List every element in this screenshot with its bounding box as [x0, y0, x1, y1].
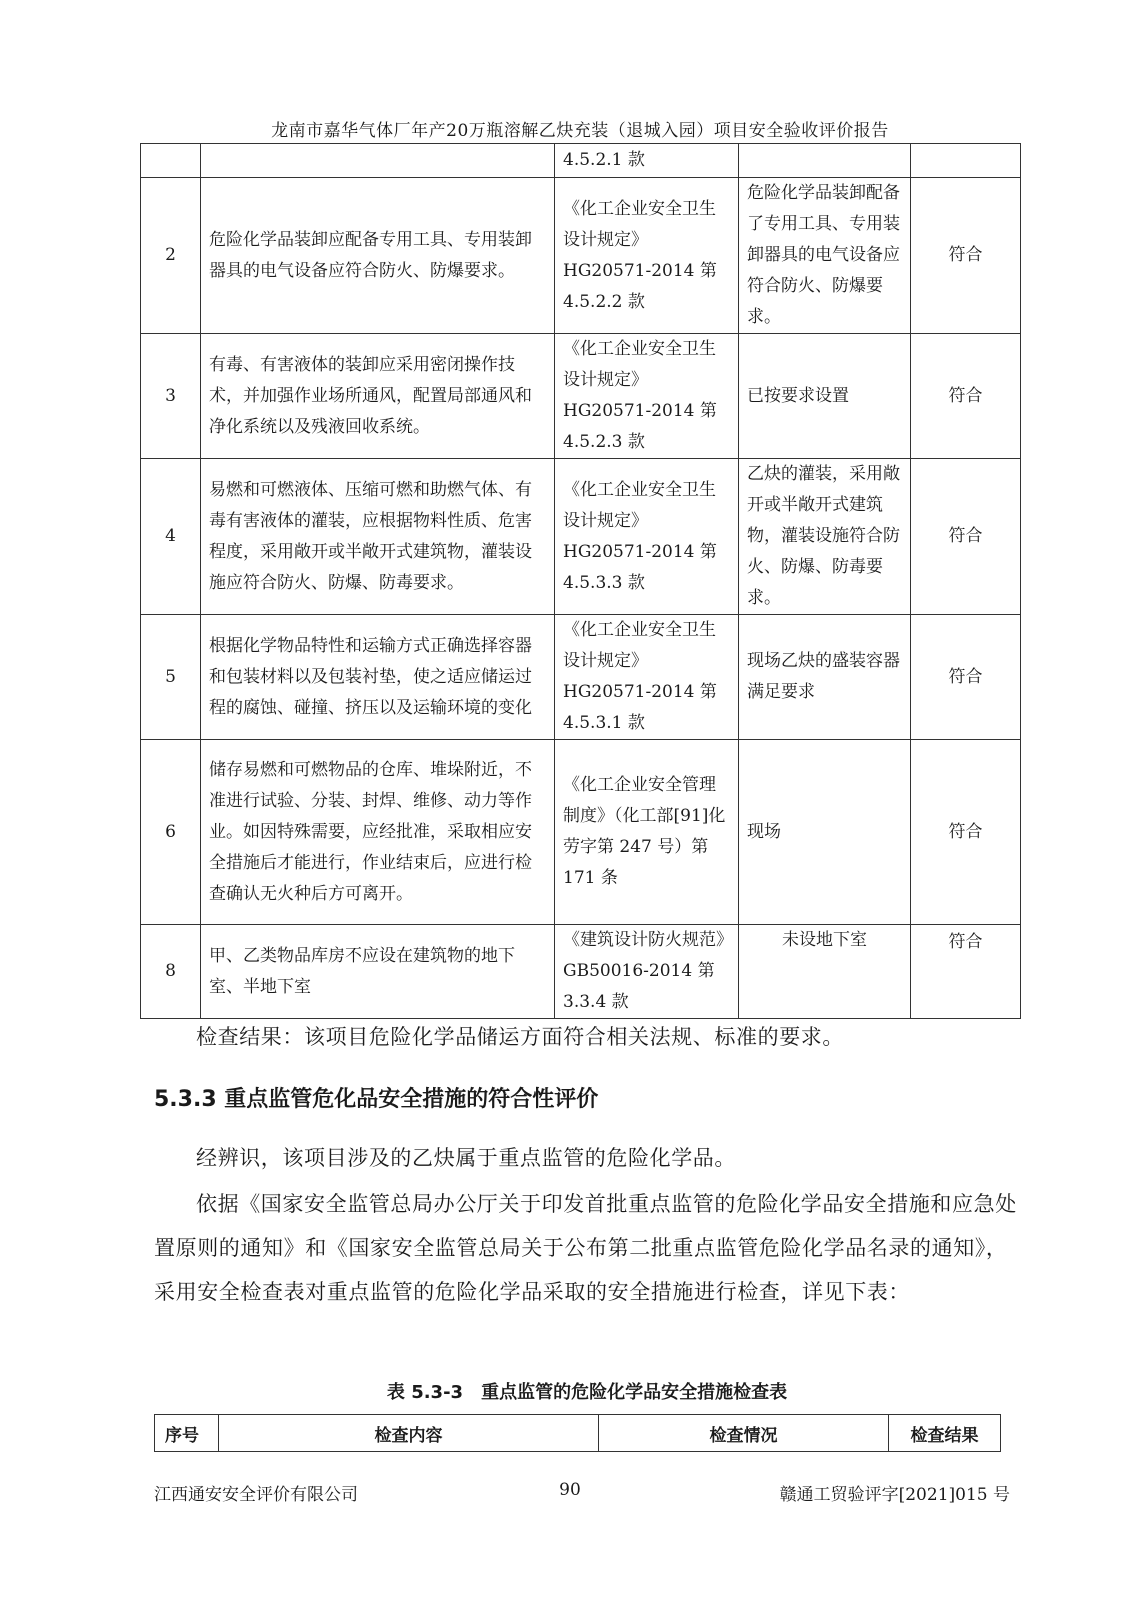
check-content: 根据化学物品特性和运输方式正确选择容器和包装材料以及包装衬垫，使之适应储运过程的腐蚀、碰撞、挤压以及运输环境的变化 [201, 615, 555, 740]
table-row [141, 178, 1021, 334]
result: 符合 [911, 740, 1021, 925]
row-number: 4 [141, 459, 201, 615]
table-row [141, 459, 1021, 615]
header-status: 检查情况 [599, 1415, 889, 1452]
table-row [141, 615, 1021, 740]
result: 符合 [911, 178, 1021, 334]
basis: 《化工企业安全卫生设计规定》HG20571-2014 第 4.5.3.3 款 [555, 459, 739, 615]
page-header: 龙南市嘉华气体厂年产20万瓶溶解乙炔充装（退城入园）项目安全验收评价报告 [271, 121, 889, 141]
row-number: 8 [141, 925, 201, 1019]
result: 符合 [911, 615, 1021, 740]
check-content: 甲、乙类物品库房不应设在建筑物的地下室、半地下室 [201, 925, 555, 1019]
header-result: 检查结果 [889, 1415, 1001, 1452]
header-num: 序号 [155, 1415, 219, 1452]
check-content [201, 144, 555, 178]
status [739, 144, 911, 178]
document-number: 赣通工贸验评字[2021]015 号 [779, 1485, 1010, 1505]
status: 未设地下室 [739, 925, 911, 1019]
table-caption: 表 5.3-3 重点监管的危险化学品安全措施检查表 [386, 1382, 788, 1403]
table-row [141, 144, 1021, 178]
paragraph: 依据《国家安全监管总局办公厅关于印发首批重点监管的危险化学品安全措施和应急处置原则的通知》和《国家安全监管总局关于公布第二批重点监管危险化学品名录的通知》，采用安全检查表对重点监管的危险化学品采取的安全措施进行检查，详见下表： [154, 1192, 1017, 1304]
status: 已按要求设置 [739, 334, 911, 459]
paragraph: 经辨识，该项目涉及的乙炔属于重点监管的危险化学品。 [196, 1146, 736, 1170]
section-title: 5.3.3 重点监管危化品安全措施的符合性评价 [154, 1087, 599, 1112]
inspection-table [140, 143, 1021, 1019]
basis: 《化工企业安全卫生设计规定》HG20571-2014 第 4.5.2.2 款 [555, 178, 739, 334]
check-content: 易燃和可燃液体、压缩可燃和助燃气体、有毒有害液体的灌装，应根据物料性质、危害程度，采用敞开或半敞开式建筑物，灌装设施应符合防火、防爆、防毒要求。 [201, 459, 555, 615]
row-number: 3 [141, 334, 201, 459]
result: 符合 [911, 459, 1021, 615]
result: 符合 [911, 334, 1021, 459]
result [911, 144, 1021, 178]
check-content: 有毒、有害液体的装卸应采用密闭操作技术，并加强作业场所通风，配置局部通风和净化系统以及残液回收系统。 [201, 334, 555, 459]
row-number: 5 [141, 615, 201, 740]
row-number: 2 [141, 178, 201, 334]
check-content: 危险化学品装卸应配备专用工具、专用装卸器具的电气设备应符合防火、防爆要求。 [201, 178, 555, 334]
status: 现场乙炔的盛装容器满足要求 [739, 615, 911, 740]
basis: 《化工企业安全管理制度》（化工部[91]化劳字第 247 号）第 171 条 [555, 740, 739, 925]
basis: 《建筑设计防火规范》GB50016-2014 第 3.3.4 款 [555, 925, 739, 1019]
basis: 4.5.2.1 款 [555, 144, 739, 178]
basis: 《化工企业安全卫生设计规定》HG20571-2014 第 4.5.3.1 款 [555, 615, 739, 740]
safety-measures-table [154, 1414, 1001, 1452]
row-number [141, 144, 201, 178]
table-row [141, 740, 1021, 925]
table-header-row [155, 1415, 1001, 1452]
check-result: 检查结果：该项目危险化学品储运方面符合相关法规、标准的要求。 [196, 1025, 844, 1049]
status: 危险化学品装卸配备了专用工具、专用装卸器具的电气设备应符合防火、防爆要求。 [739, 178, 911, 334]
table-row [141, 334, 1021, 459]
footer-company: 江西通安安全评价有限公司 [154, 1485, 358, 1505]
table-row [141, 925, 1021, 1019]
basis: 《化工企业安全卫生设计规定》HG20571-2014 第 4.5.2.3 款 [555, 334, 739, 459]
page-number: 90 [559, 1480, 581, 1500]
result: 符合 [911, 925, 1021, 1019]
header-content: 检查内容 [219, 1415, 599, 1452]
status: 乙炔的灌装，采用敞开或半敞开式建筑物，灌装设施符合防火、防爆、防毒要求。 [739, 459, 911, 615]
status: 现场 [739, 740, 911, 925]
check-content: 储存易燃和可燃物品的仓库、堆垛附近，不准进行试验、分装、封焊、维修、动力等作业。如因特殊需要，应经批准，采取相应安全措施后才能进行，作业结束后，应进行检查确认无火种后方可离开。 [201, 740, 555, 925]
row-number: 6 [141, 740, 201, 925]
